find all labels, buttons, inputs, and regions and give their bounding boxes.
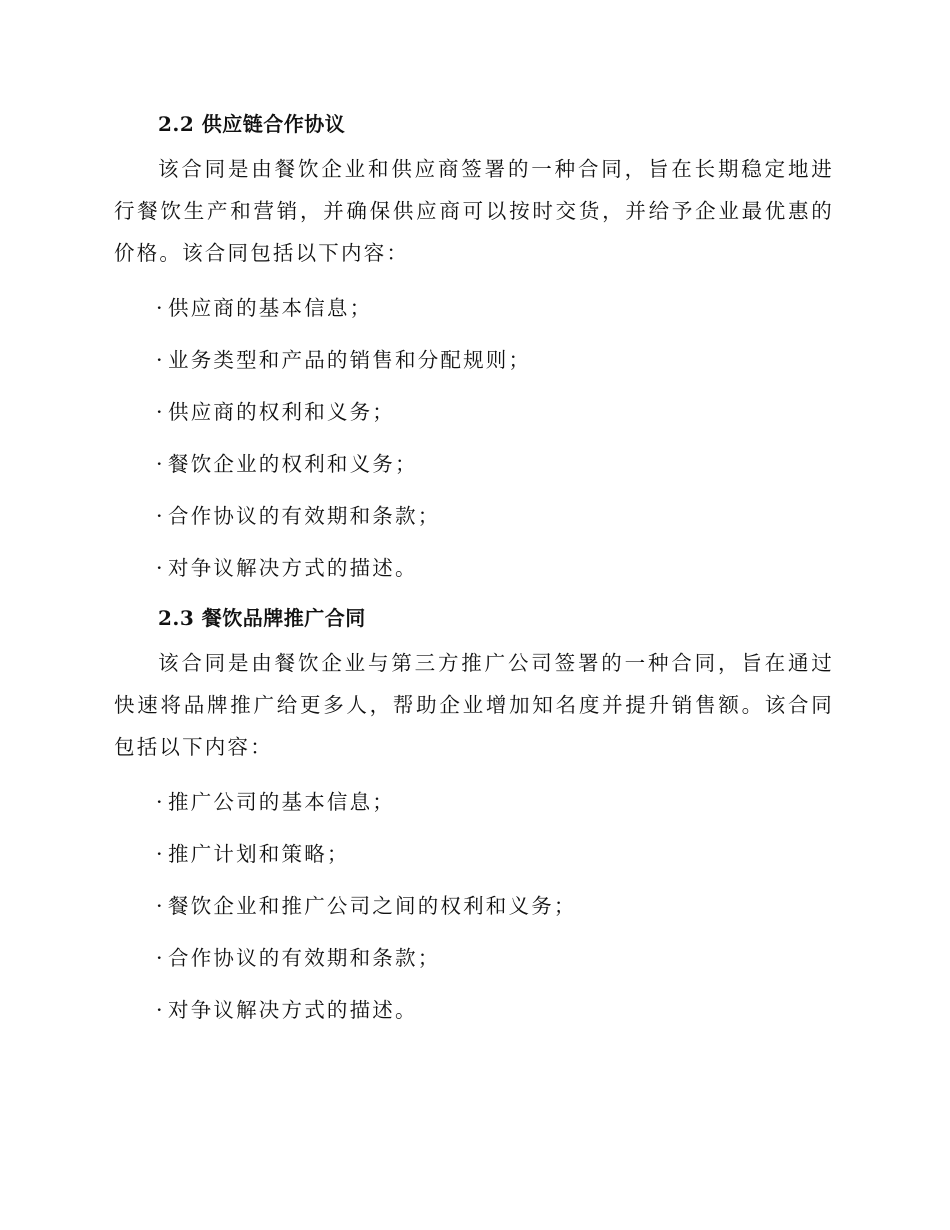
list-item-text: 推广公司的基本信息； — [168, 790, 395, 814]
section-heading: 2.2 供应链合作协议 — [158, 112, 346, 136]
bullet-icon: · — [156, 946, 163, 970]
bullet-icon: · — [156, 790, 163, 814]
section-brand-promotion — [114, 602, 834, 1036]
bullet-icon: · — [156, 296, 163, 320]
list-item-text: 业务类型和产品的销售和分配规则； — [168, 348, 532, 372]
section-divider — [114, 594, 834, 602]
list-item — [114, 880, 834, 932]
bullet-icon: · — [156, 842, 163, 866]
list-item — [114, 386, 834, 438]
list-item-text: 餐饮企业的权利和义务； — [168, 452, 418, 476]
list-item-text: 合作协议的有效期和条款； — [168, 946, 441, 970]
content-list — [114, 282, 834, 594]
list-item-text: 对争议解决方式的描述。 — [168, 998, 418, 1022]
bullet-icon: · — [156, 998, 163, 1022]
list-item-text: 供应商的基本信息； — [168, 296, 373, 320]
list-item-text: 合作协议的有效期和条款； — [168, 504, 441, 528]
list-item — [114, 984, 834, 1036]
content-list — [114, 776, 834, 1036]
list-item-text: 供应商的权利和义务； — [168, 400, 395, 424]
list-item — [114, 334, 834, 386]
list-item-text: 餐饮企业和推广公司之间的权利和义务； — [168, 894, 577, 918]
bullet-icon: · — [156, 504, 163, 528]
list-item — [114, 490, 834, 542]
section-paragraph: 该合同是由餐饮企业与第三方推广公司签署的一种合同，旨在通过快速将品牌推广给更多人，帮助企业增加知名度并提升销售额。该合同包括以下内容： — [114, 651, 834, 759]
list-item-text: 推广计划和策略； — [168, 842, 350, 866]
bullet-icon: · — [156, 894, 163, 918]
bullet-icon: · — [156, 452, 163, 476]
list-item — [114, 542, 834, 594]
section-supply-chain — [114, 108, 834, 594]
bullet-icon: · — [156, 556, 163, 580]
list-item — [114, 438, 834, 490]
list-item-text: 对争议解决方式的描述。 — [168, 556, 418, 580]
bullet-icon: · — [156, 348, 163, 372]
bullet-icon: · — [156, 400, 163, 424]
list-item — [114, 932, 834, 984]
section-paragraph: 该合同是由餐饮企业和供应商签署的一种合同，旨在长期稳定地进行餐饮生产和营销，并确保供应商可以按时交货，并给予企业最优惠的价格。该合同包括以下内容： — [114, 157, 834, 265]
list-item — [114, 282, 834, 334]
list-item — [114, 828, 834, 880]
list-item — [114, 776, 834, 828]
document-body — [114, 108, 834, 1036]
section-heading: 2.3 餐饮品牌推广合同 — [158, 606, 366, 630]
